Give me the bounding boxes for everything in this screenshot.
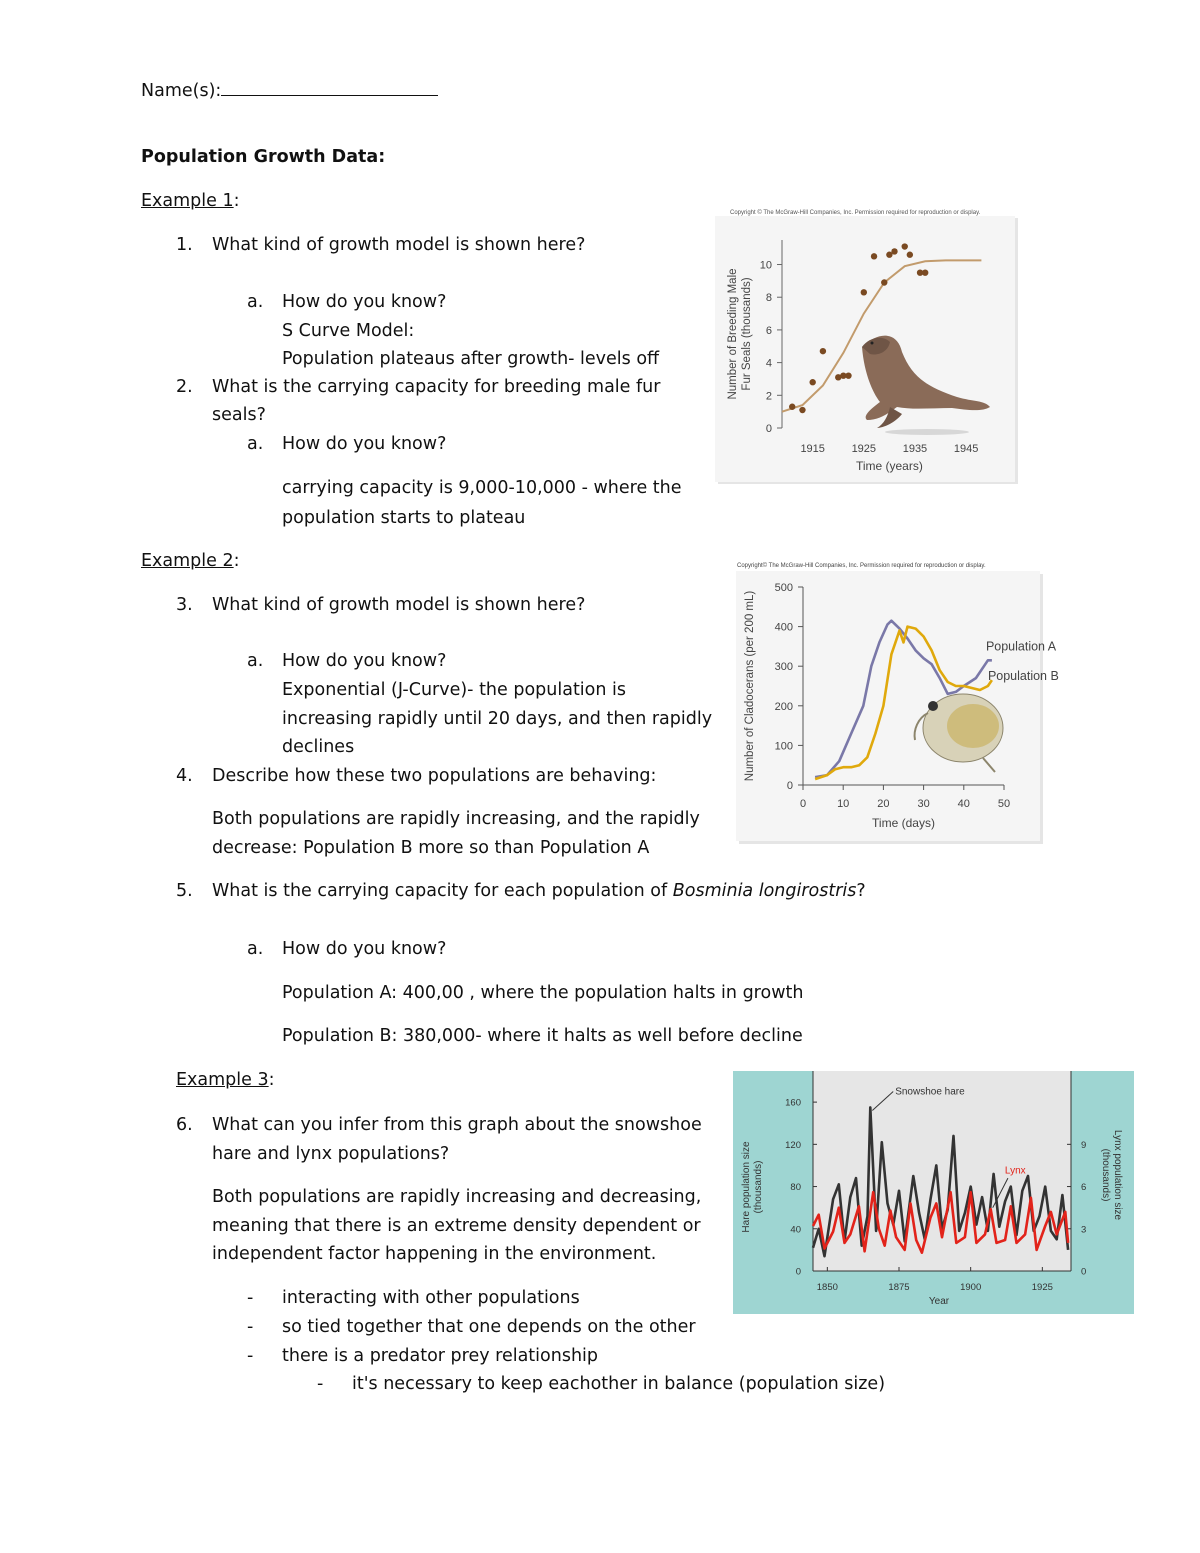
x-tick-label: 1900 <box>960 1282 982 1293</box>
y-tick-label: 0 <box>786 780 793 792</box>
q6-answer-line1: Both populations are rapidly increasing and decreasing, <box>212 1187 702 1207</box>
q5a-text: How do you know? <box>282 939 447 959</box>
y-tick-label: 80 <box>790 1182 801 1194</box>
bullet-4: it's necessary to keep eachother in balance (population size) <box>352 1374 886 1394</box>
q1-number: 1. <box>176 235 193 255</box>
hare-lynx-chart <box>733 1071 1134 1314</box>
y-tick-label: 0 <box>765 423 772 435</box>
y-axis-label: Number of Cladocerans (per 200 mL) <box>744 590 756 782</box>
y2-tick-label: 0 <box>1081 1266 1087 1278</box>
y2-tick-label: 3 <box>1081 1224 1087 1236</box>
q1a-answer-line1: S Curve Model: <box>282 321 415 341</box>
name-label: Name(s): <box>141 76 438 102</box>
q2-text-line1: What is the carrying capacity for breeding male fur <box>212 377 661 397</box>
y2-axis-label: Lynx population size(thousands) <box>1100 1129 1123 1221</box>
q2-number: 2. <box>176 377 193 397</box>
x-axis-label: Year <box>928 1296 950 1307</box>
x-tick-label: 1915 <box>800 443 825 455</box>
x-tick-label: 1925 <box>851 443 877 455</box>
x-tick-label: 0 <box>799 798 807 810</box>
bullet-dash: - <box>247 1317 254 1337</box>
q5a-answer-line1: Population A: 400,00 , where the population halts in growth <box>282 983 804 1003</box>
data-point <box>809 379 815 385</box>
y-tick-label: 0 <box>795 1266 801 1278</box>
q6-answer-line2: meaning that there is an extreme density dependent or <box>212 1216 701 1236</box>
q3-text: What kind of growth model is shown here? <box>212 595 586 615</box>
data-point <box>845 372 851 378</box>
q6-answer-line3: independent factor happening in the environment. <box>212 1244 657 1264</box>
x-tick-label: 20 <box>877 798 890 810</box>
y-tick-label: 160 <box>785 1097 801 1109</box>
bullet-2: so tied together that one depends on the other <box>282 1317 696 1337</box>
q4-text: Describe how these two populations are behaving: <box>212 766 657 786</box>
bullet-dash: - <box>247 1288 254 1308</box>
q1a-text: How do you know? <box>282 292 447 312</box>
y2-tick-label: 6 <box>1081 1182 1087 1194</box>
x-axis-label: Time (years) <box>855 459 923 473</box>
q5-text: What is the carrying capacity for each population of Bosminia longirostris? <box>212 881 866 901</box>
y-tick-label: 120 <box>785 1139 801 1151</box>
q4-number: 4. <box>176 766 193 786</box>
q3-number: 3. <box>176 595 193 615</box>
q1-text: What kind of growth model is shown here? <box>212 235 586 255</box>
y-axis-label: Hare population size(thousands) <box>741 1141 764 1233</box>
bullet-dash: - <box>247 1346 254 1366</box>
q5-number: 5. <box>176 881 193 901</box>
q4-answer-line2: decrease: Population B more so than Population A <box>212 838 650 858</box>
q3a-letter: a. <box>247 651 264 671</box>
data-point <box>902 243 908 249</box>
q3a-answer-line2: increasing rapidly until 20 days, and then rapidly <box>282 709 713 729</box>
example3-heading: Example 3: <box>176 1070 275 1090</box>
y-tick-label: 400 <box>774 621 793 634</box>
page-title: Population Growth Data: <box>141 147 386 167</box>
q5a-answer-line2: Population B: 380,000- where it halts as well before decline <box>282 1026 803 1046</box>
x-tick-label: 10 <box>837 798 850 810</box>
q2a-letter: a. <box>247 434 264 454</box>
q3a-answer-line3: declines <box>282 737 355 757</box>
data-point <box>881 279 887 285</box>
data-point <box>820 348 826 354</box>
series-label: Lynx <box>1004 1165 1026 1177</box>
x-tick-label: 1850 <box>816 1282 838 1293</box>
chart-copyright: Copyright © The McGraw-Hill Companies, Inc. Permission required for reproduction or display. <box>730 210 981 216</box>
x-tick-label: 1945 <box>953 443 979 455</box>
q6-text-line2: hare and lynx populations? <box>212 1144 450 1164</box>
data-point <box>789 404 795 410</box>
q5-species: Bosminia longirostris <box>672 881 857 901</box>
y-tick-label: 200 <box>774 700 793 713</box>
bullet-dash: - <box>317 1374 324 1394</box>
y-tick-label: 10 <box>759 259 772 272</box>
x-tick-label: 1925 <box>1031 1282 1053 1293</box>
y-tick-label: 4 <box>765 357 772 370</box>
x-tick-label: 40 <box>957 798 970 810</box>
series-label: Population A <box>985 639 1057 654</box>
plot-background <box>813 1071 1071 1271</box>
name-blank-line[interactable] <box>221 76 438 96</box>
data-point <box>907 252 913 258</box>
series-label: Snowshoe hare <box>895 1086 965 1098</box>
q2-text-line2: seals? <box>212 405 266 425</box>
y2-tick-label: 9 <box>1081 1139 1087 1151</box>
bullet-1: interacting with other populations <box>282 1288 580 1308</box>
q4-answer-line1: Both populations are rapidly increasing, and the rapidly <box>212 809 700 829</box>
x-tick-label: 1935 <box>902 443 928 455</box>
data-point <box>799 407 805 413</box>
x-tick-label: 30 <box>917 798 930 810</box>
q3a-text: How do you know? <box>282 651 447 671</box>
q5a-letter: a. <box>247 939 264 959</box>
x-axis-label: Time (days) <box>872 816 935 830</box>
y-tick-label: 500 <box>774 582 793 594</box>
y-tick-label: 100 <box>774 740 793 753</box>
x-tick-label: 50 <box>997 798 1011 810</box>
q1a-letter: a. <box>247 292 264 312</box>
bullet-3: there is a predator prey relationship <box>282 1346 598 1366</box>
data-point <box>891 248 897 254</box>
data-point <box>922 269 928 275</box>
q2a-text: How do you know? <box>282 434 447 454</box>
chart-copyright: Copyright© The McGraw-Hill Companies, Inc. Permission required for reproduction or display. <box>737 563 986 569</box>
q2a-answer-line1: carrying capacity is 9,000-10,000 - where the <box>282 478 682 498</box>
data-point <box>871 253 877 259</box>
y-tick-label: 40 <box>790 1224 801 1236</box>
q6-number: 6. <box>176 1115 193 1135</box>
cladoceran-growth-chart <box>733 558 1059 848</box>
y-tick-label: 8 <box>765 292 772 305</box>
y-tick-label: 2 <box>765 390 772 403</box>
q3a-answer-line1: Exponential (J-Curve)- the population is <box>282 680 627 700</box>
q2a-answer-line2: population starts to plateau <box>282 508 526 528</box>
y-tick-label: 6 <box>765 324 772 337</box>
example1-heading: Example 1: <box>141 191 240 211</box>
fur-seal-growth-chart <box>712 202 1022 490</box>
data-point <box>861 289 867 295</box>
q6-text-line1: What can you infer from this graph about the snowshoe <box>212 1115 702 1135</box>
example2-heading: Example 2: <box>141 551 240 571</box>
y-axis-label: Number of Breeding Male Fur Seals (thousands) <box>727 268 753 400</box>
y-tick-label: 300 <box>774 661 793 674</box>
series-label: Population B <box>987 669 1059 684</box>
x-tick-label: 1875 <box>888 1282 910 1293</box>
q1a-answer-line2: Population plateaus after growth- levels off <box>282 349 660 369</box>
